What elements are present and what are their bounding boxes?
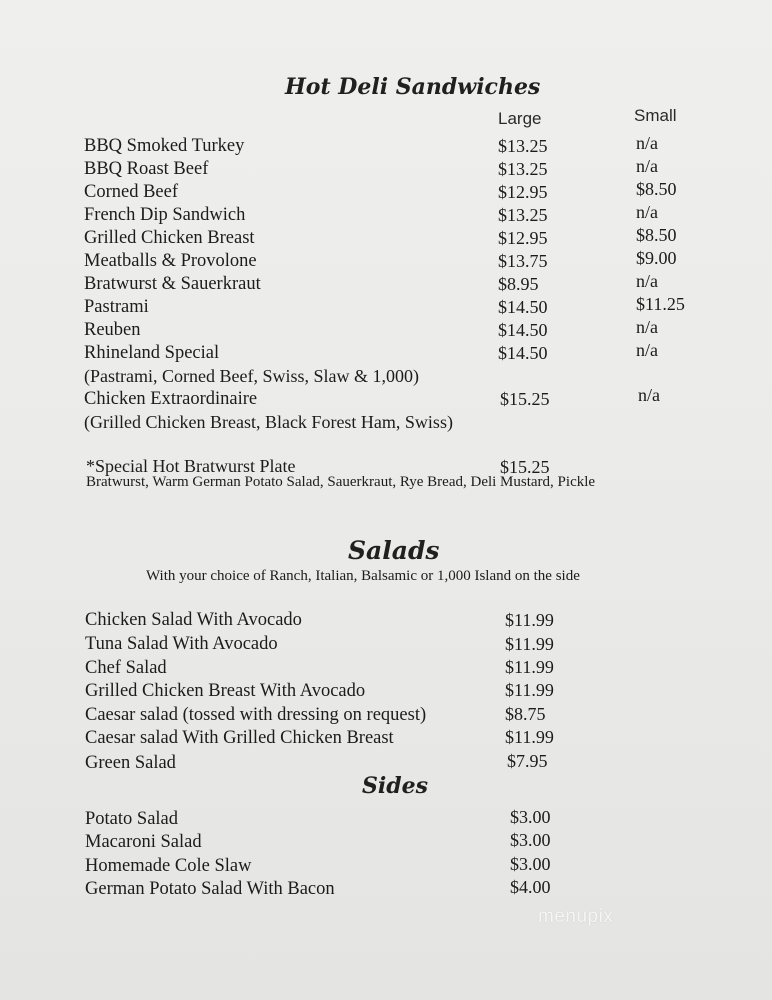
menu-item-price-small: n/a [636, 156, 658, 176]
menu-item-price-large: $14.50 [498, 320, 548, 340]
menu-item-price-small: n/a [638, 385, 660, 405]
menu-item-price-large: $8.95 [498, 274, 539, 294]
menu-item-description: (Grilled Chicken Breast, Black Forest Ham, Swiss) [84, 412, 453, 432]
menu-item-price-large: $13.75 [498, 251, 548, 271]
menu-item-price-small: n/a [636, 202, 658, 222]
menu-item-name: Corned Beef [84, 182, 179, 202]
menu-item-price-large: $12.95 [498, 182, 548, 202]
menu-item-name: Grilled Chicken Breast [84, 228, 255, 248]
side-item-price: $4.00 [510, 877, 551, 897]
menu-item-price-large: $14.50 [498, 297, 548, 317]
side-item-name: Homemade Cole Slaw [85, 856, 252, 876]
col-large-header: Large [498, 109, 542, 128]
side-item-price: $3.00 [510, 854, 551, 874]
menu-item-price-small: n/a [636, 340, 658, 360]
menu-item-name: Chicken Extraordinaire [84, 389, 258, 409]
salad-item-name: Caesar salad (tossed with dressing on request) [85, 705, 427, 725]
special-plate-price: $15.25 [500, 457, 550, 477]
menu-item-name: Bratwurst & Sauerkraut [84, 274, 261, 294]
salad-item-price: $7.95 [507, 751, 548, 771]
menu-item-price-large: $13.25 [498, 159, 548, 179]
salad-item-name: Chicken Salad With Avocado [85, 610, 302, 630]
sides-title: Sides [362, 773, 429, 799]
menu-item-name: BBQ Smoked Turkey [84, 136, 245, 156]
menu-item-price-large: $15.25 [500, 389, 550, 409]
menu-item-price-small: n/a [636, 271, 658, 291]
menu-item-name: Rhineland Special [84, 343, 220, 363]
side-item-name: German Potato Salad With Bacon [85, 879, 335, 899]
salad-item-price: $8.75 [505, 704, 546, 724]
menu-item-name: French Dip Sandwich [84, 205, 246, 225]
salad-item-price: $11.99 [505, 657, 554, 677]
menu-item-price-large: $13.25 [498, 205, 548, 225]
salad-item-price: $11.99 [505, 727, 554, 747]
menu-item-price-small: n/a [636, 317, 658, 337]
menu-item-price-large: $13.25 [498, 136, 548, 156]
col-small-header: Small [634, 106, 677, 125]
menu-item-price-large: $12.95 [498, 228, 548, 248]
menupix-watermark: menupix [538, 906, 614, 927]
side-item-name: Macaroni Salad [85, 832, 202, 852]
menu-item-name: Reuben [84, 320, 141, 340]
salad-item-name: Tuna Salad With Avocado [85, 634, 278, 654]
side-item-price: $3.00 [510, 807, 551, 827]
salad-item-price: $11.99 [505, 680, 554, 700]
menu-item-description: (Pastrami, Corned Beef, Swiss, Slaw & 1,000) [84, 366, 419, 386]
salad-item-name: Grilled Chicken Breast With Avocado [85, 681, 366, 701]
salad-item-price: $11.99 [505, 634, 554, 654]
menu-item-name: BBQ Roast Beef [84, 159, 209, 179]
menu-item-price-large: $14.50 [498, 343, 548, 363]
menu-item-price-small: $8.50 [636, 179, 677, 199]
menu-item-name: Pastrami [84, 297, 149, 317]
salad-item-name: Green Salad [85, 753, 176, 773]
menu-item-name: Meatballs & Provolone [84, 251, 257, 271]
menu-item-price-small: n/a [636, 133, 658, 153]
salad-item-name: Caesar salad With Grilled Chicken Breast [85, 728, 394, 748]
salads-subtitle: With your choice of Ranch, Italian, Balsamic or 1,000 Island on the side [146, 568, 580, 584]
salad-item-name: Chef Salad [85, 658, 167, 678]
menu-item-price-small: $8.50 [636, 225, 677, 245]
salads-title: Salads [348, 536, 440, 565]
special-plate-name: *Special Hot Bratwurst Plate [86, 456, 296, 476]
salad-item-price: $11.99 [505, 610, 554, 630]
menu-item-price-small: $9.00 [636, 248, 677, 268]
side-item-name: Potato Salad [85, 809, 179, 829]
menu-item-price-small: $11.25 [636, 294, 685, 314]
special-plate-description: Bratwurst, Warm German Potato Salad, Sauerkraut, Rye Bread, Deli Mustard, Pickle [86, 474, 596, 490]
side-item-price: $3.00 [510, 830, 551, 850]
hot-deli-title: Hot Deli Sandwiches [285, 74, 541, 100]
